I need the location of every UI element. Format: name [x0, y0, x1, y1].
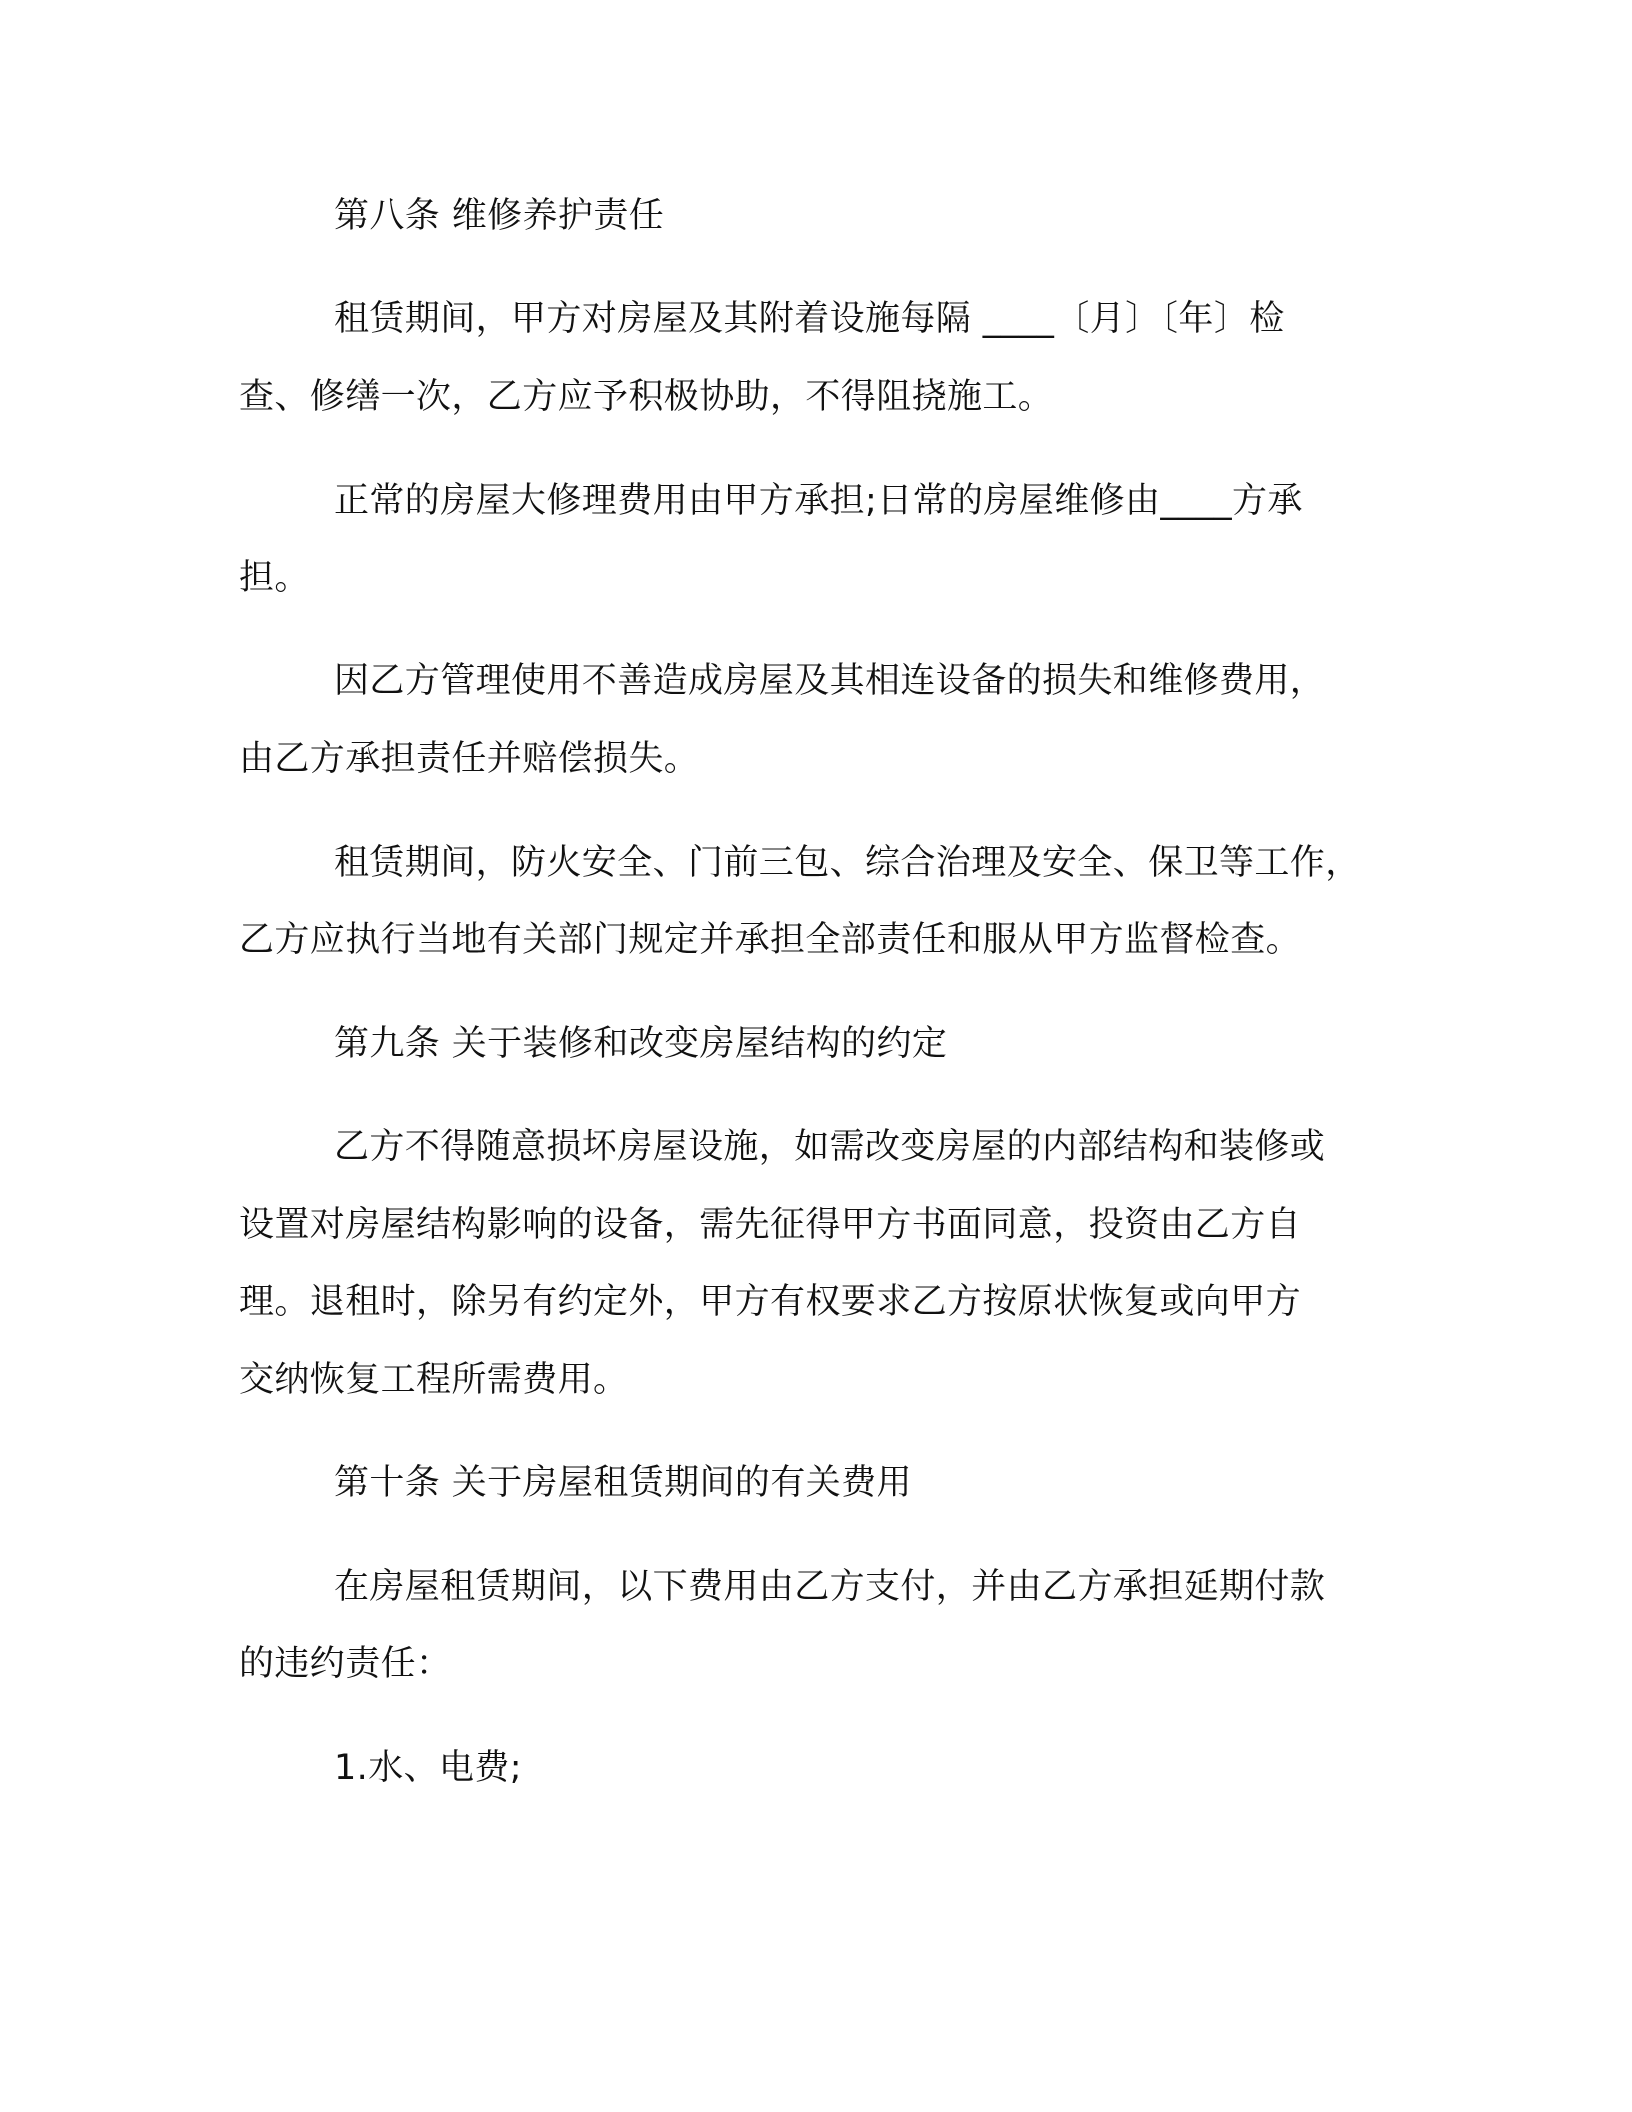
paragraph-line: 查、修缮一次，乙方应予积极协助，不得阻挠施工。: [239, 377, 1054, 417]
paragraph-line: 租赁期间，防火安全、门前三包、综合治理及安全、保卫等工作，: [334, 843, 1361, 883]
paragraph-line: 租赁期间，甲方对房屋及其附着设施每隔 ____〔月〕〔年〕检: [334, 299, 1285, 339]
paragraph-line: 由乙方承担责任并赔偿损失。: [239, 739, 700, 779]
paragraph-line: 理。退租时，除另有约定外，甲方有权要求乙方按原状恢复或向甲方: [239, 1282, 1302, 1322]
article-8-heading: 第八条 维修养护责任: [334, 196, 665, 236]
paragraph-line: 乙方应执行当地有关部门规定并承担全部责任和服从甲方监督检查。: [239, 920, 1302, 960]
paragraph-line: 的违约责任：: [239, 1644, 452, 1684]
article-9-heading: 第九条 关于装修和改变房屋结构的约定: [334, 1024, 948, 1064]
article-10-heading: 第十条 关于房屋租赁期间的有关费用: [334, 1463, 912, 1503]
paragraph-line: 在房屋租赁期间，以下费用由乙方支付，并由乙方承担延期付款: [334, 1567, 1326, 1607]
paragraph-line: 担。: [239, 558, 310, 598]
list-item: 1.水、电费;: [334, 1748, 522, 1788]
paragraph-line: 乙方不得随意损坏房屋设施，如需改变房屋的内部结构和装修或: [334, 1127, 1326, 1167]
paragraph-line: 正常的房屋大修理费用由甲方承担;日常的房屋维修由____方承: [334, 481, 1303, 521]
paragraph-line: 因乙方管理使用不善造成房屋及其相连设备的损失和维修费用，: [334, 661, 1326, 701]
paragraph-line: 设置对房屋结构影响的设备，需先征得甲方书面同意，投资由乙方自: [239, 1205, 1302, 1245]
paragraph-line: 交纳恢复工程所需费用。: [239, 1360, 629, 1400]
